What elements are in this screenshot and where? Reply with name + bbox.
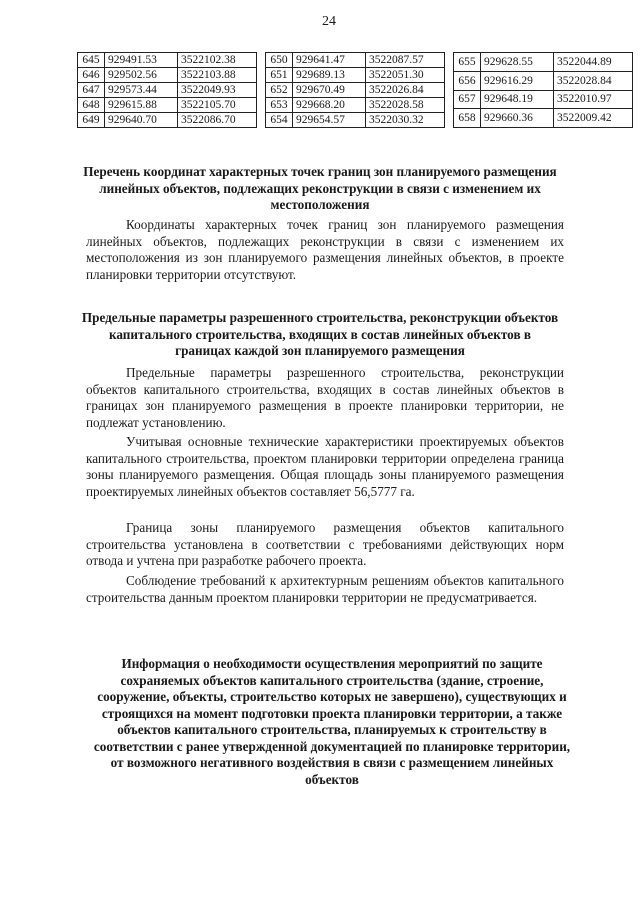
y-coordinate-cell: 3522051.30 [366,68,445,83]
table-row [266,68,445,83]
info-section-heading: Информация о необходимости осуществления мероприятий по защите сохраняемых объектов капитального строительства (здание, строение, сооружение, объекты, строительство которых не завершено), существующих и строящихся на момент подготовки проекта планировки территории, а также объектов капитального строительства, планируемых к строительству в соответствии с ранее утвержденной документацией по планировке территории, от возможного негативного воздействия в связи с размещением линейных объектов [93,656,571,787]
table-row [78,83,257,98]
params-paragraph-1: Предельные параметры разрешенного строительства, реконструкции объектов капитального строительства, входящих в состав линейных объектов в границах зон планируемого размещения в проекте планировки территории, не подлежат установлению. [86,365,564,430]
point-number-cell: 653 [266,98,293,113]
y-coordinate-cell: 3522103.88 [178,68,257,83]
x-coordinate-cell: 929660.36 [481,109,554,128]
x-coordinate-cell: 929616.29 [481,71,554,90]
y-coordinate-cell: 3522087.57 [366,53,445,68]
coords-paragraph: Координаты характерных точек границ зон планируемого размещения линейных объектов, подлежащих реконструкции в связи с изменением их местоположения из зон планируемого размещения линейных объектов, в проекте планировки территории отсутствуют. [86,217,564,282]
x-coordinate-cell: 929654.57 [293,113,366,128]
y-coordinate-cell: 3522030.32 [366,113,445,128]
y-coordinate-cell: 3522105.70 [178,98,257,113]
table-row [454,53,633,72]
point-number-cell: 652 [266,83,293,98]
coords-section-heading: Перечень координат характерных точек границ зон планируемого размещения линейных объектов, подлежащих реконструкции в связи с изменением их местоположения [83,164,557,212]
point-number-cell: 656 [454,71,481,90]
x-coordinate-cell: 929648.19 [481,90,554,109]
table-row [454,109,633,128]
coordinate-table [453,52,633,128]
page-number: 24 [322,14,336,29]
coordinate-table [265,52,445,128]
point-number-cell: 651 [266,68,293,83]
x-coordinate-cell: 929615.88 [105,98,178,113]
table-row [454,71,633,90]
x-coordinate-cell: 929628.55 [481,53,554,72]
x-coordinate-cell: 929689.13 [293,68,366,83]
x-coordinate-cell: 929573.44 [105,83,178,98]
y-coordinate-cell: 3522044.89 [554,53,633,72]
table-row [78,113,257,128]
y-coordinate-cell: 3522010.97 [554,90,633,109]
x-coordinate-cell: 929641.47 [293,53,366,68]
table-row [78,53,257,68]
y-coordinate-cell: 3522028.84 [554,71,633,90]
table-row [454,90,633,109]
y-coordinate-cell: 3522026.84 [366,83,445,98]
coordinate-tables [77,52,633,128]
x-coordinate-cell: 929640.70 [105,113,178,128]
point-number-cell: 657 [454,90,481,109]
y-coordinate-cell: 3522028.58 [366,98,445,113]
y-coordinate-cell: 3522009.42 [554,109,633,128]
point-number-cell: 649 [78,113,105,128]
params-section-heading: Предельные параметры разрешенного строительства, реконструкции объектов капитального строительства, входящих в состав линейных объектов в границах каждой зон планируемого размещения [81,310,559,358]
point-number-cell: 650 [266,53,293,68]
table-row [266,53,445,68]
params-paragraph-2: Учитывая основные технические характеристики проектируемых объектов капитального строительства, проектом планировки территории определена граница зоны планируемого размещения. Общая площадь зоны планируемого размещения проектируемых линейных объектов составляет 56,5777 га. [86,434,564,499]
table-row [78,98,257,113]
x-coordinate-cell: 929502.56 [105,68,178,83]
x-coordinate-cell: 929491.53 [105,53,178,68]
point-number-cell: 655 [454,53,481,72]
x-coordinate-cell: 929670.49 [293,83,366,98]
y-coordinate-cell: 3522102.38 [178,53,257,68]
point-number-cell: 648 [78,98,105,113]
point-number-cell: 654 [266,113,293,128]
table-row [266,83,445,98]
table-row [78,68,257,83]
table-row [266,113,445,128]
point-number-cell: 658 [454,109,481,128]
params-paragraph-3: Граница зоны планируемого размещения объектов капитального строительства установлена в соответствии с требованиями действующих норм отвода и учтена при разработке рабочего проекта. [86,520,564,568]
coordinate-table [77,52,257,128]
point-number-cell: 645 [78,53,105,68]
table-row [266,98,445,113]
point-number-cell: 647 [78,83,105,98]
point-number-cell: 646 [78,68,105,83]
params-paragraph-4: Соблюдение требований к архитектурным решениям объектов капитального строительства данным проектом планировки территории не предусматривается. [86,573,564,605]
y-coordinate-cell: 3522049.93 [178,83,257,98]
x-coordinate-cell: 929668.20 [293,98,366,113]
y-coordinate-cell: 3522086.70 [178,113,257,128]
